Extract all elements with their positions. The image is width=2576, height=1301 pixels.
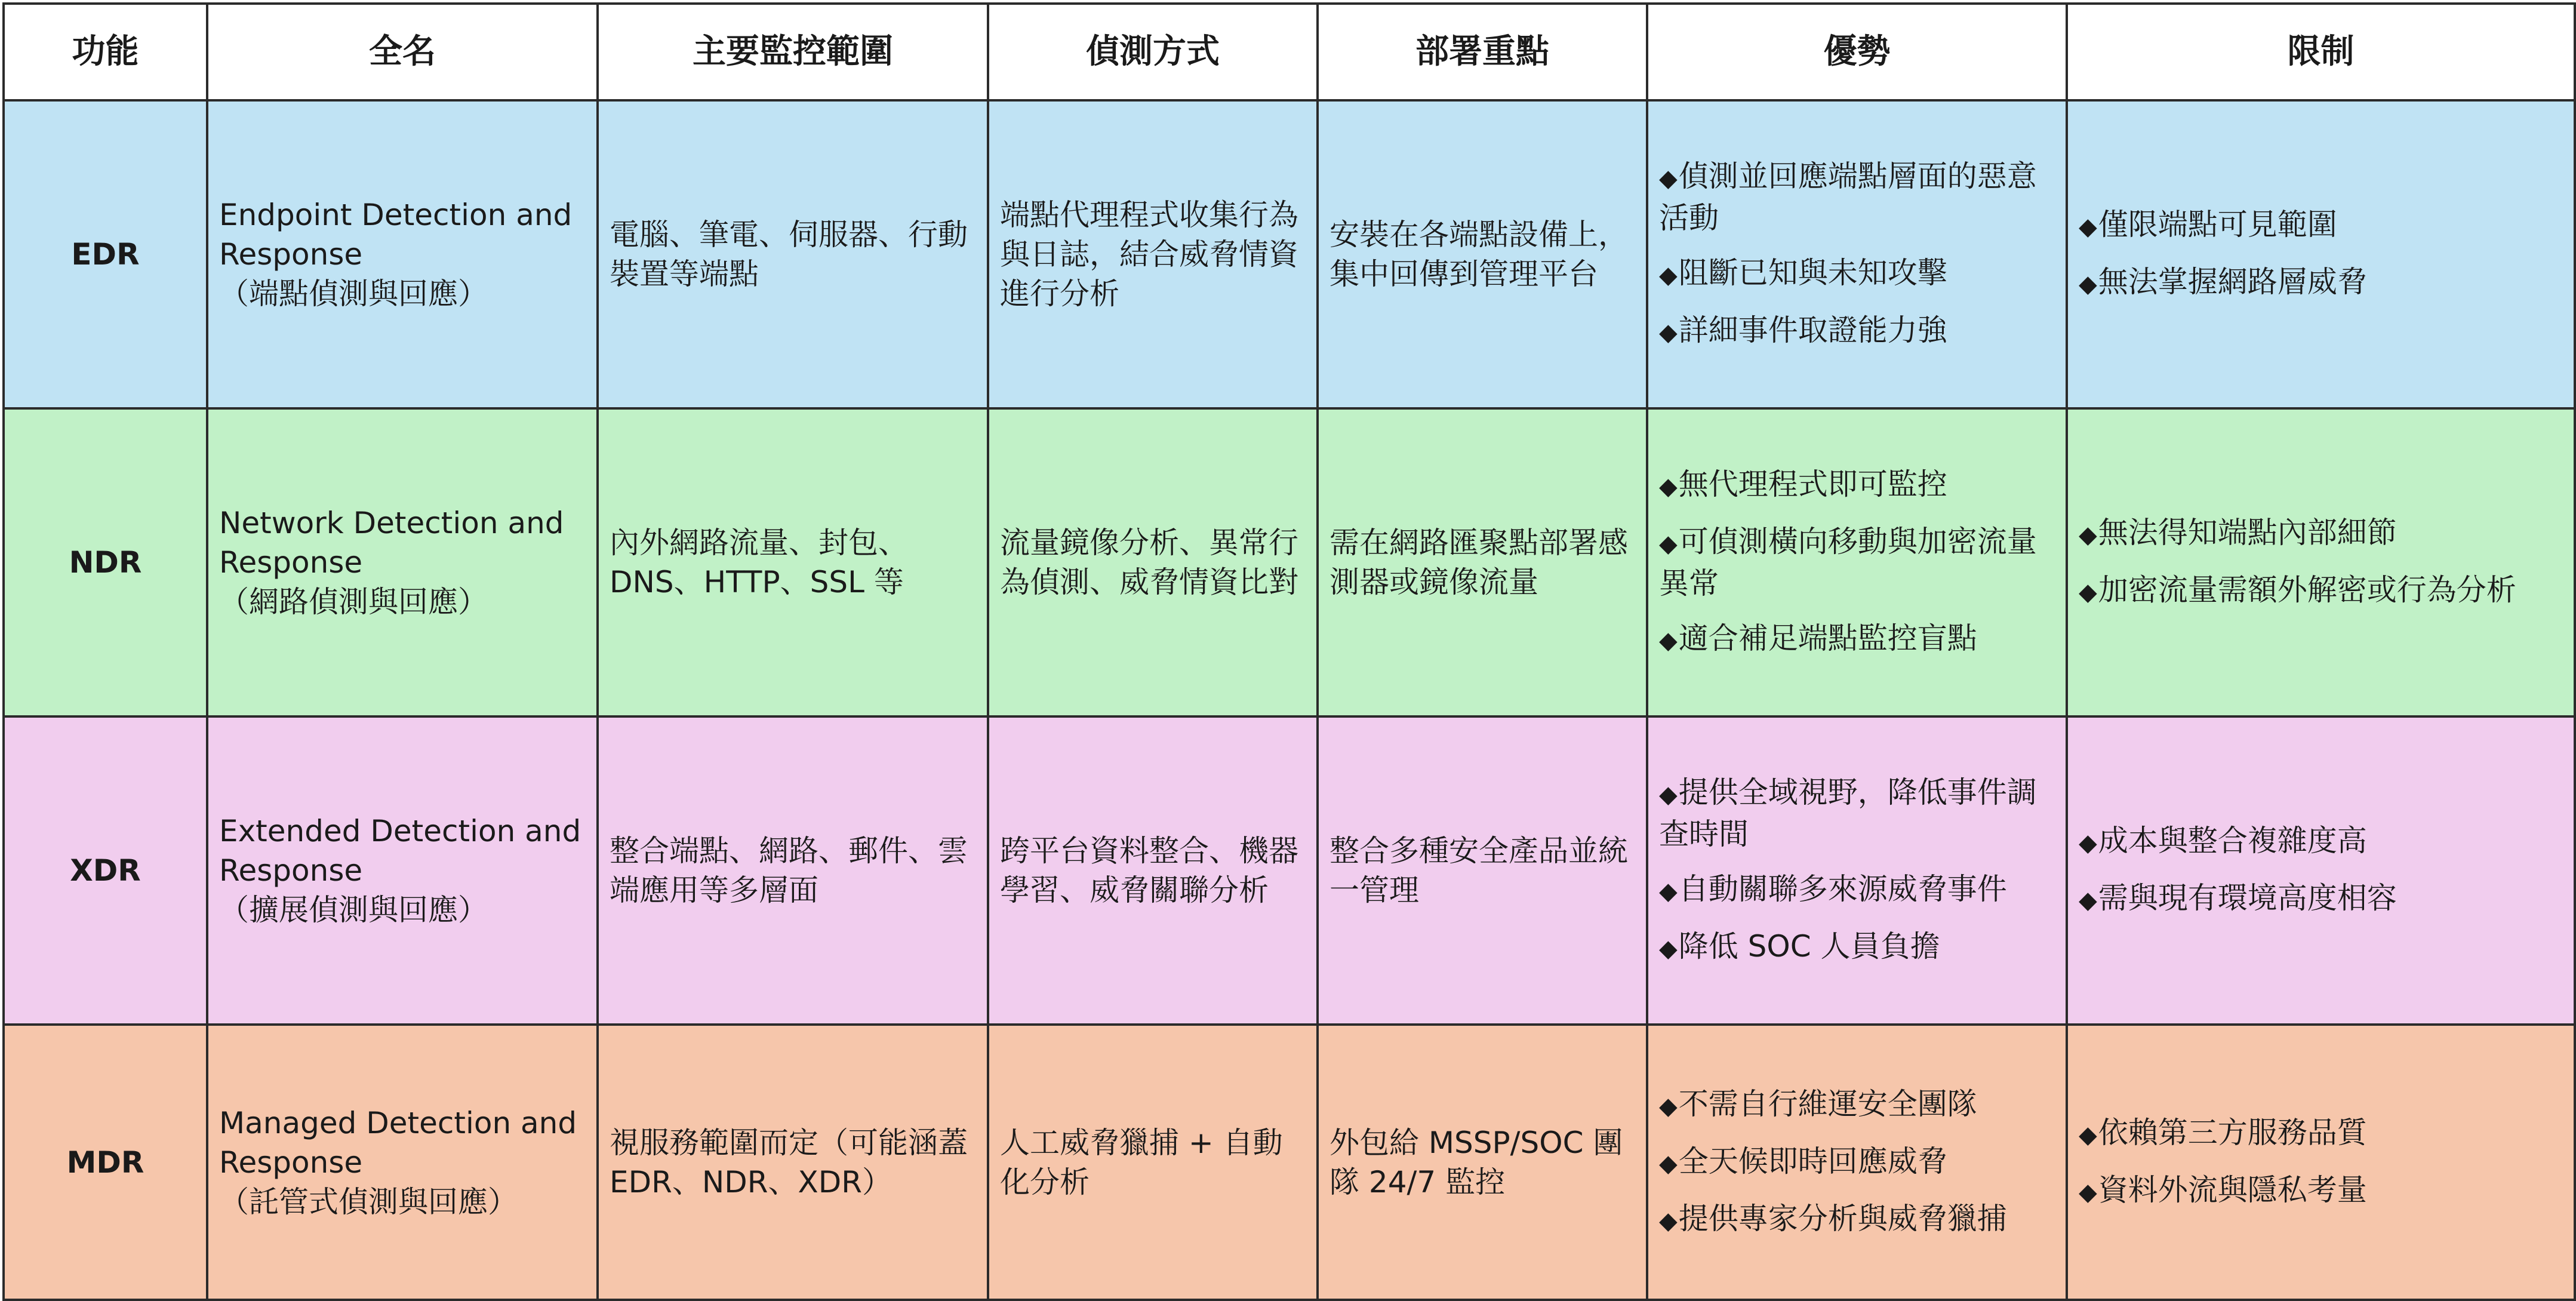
diamond-bullet-icon: ◆ [2079,887,2097,914]
table-row [4,100,2575,408]
diamond-bullet-icon: ◆ [1659,165,1678,192]
full-name-zh: （端點偵測與回應） [219,276,488,311]
diamond-bullet-icon: ◆ [1659,627,1678,654]
diamond-bullet-icon: ◆ [1659,1207,1678,1235]
header-function: 功能 [4,4,207,100]
list-item: ◆適合補足端點監控盲點 [1659,621,1977,656]
advantages-cell [1647,100,2067,408]
header-detection-method: 偵測方式 [988,4,1318,100]
advantages-cell [1647,408,2067,716]
full-name-en: Extended Detection and Response [219,814,581,888]
scope-cell: 整合端點、網路、郵件、雲端應用等多層面 [598,716,988,1025]
full-name-en: Managed Detection and Response [219,1105,577,1180]
deploy-cell: 整合多種安全產品並統一管理 [1318,716,1647,1025]
full-name-zh: （網路偵測與回應） [219,585,488,619]
scope-cell: 內外網路流量、封包、DNS、HTTP、SSL 等 [598,408,988,716]
full-name-zh: （託管式偵測與回應） [219,1184,518,1219]
list-item: ◆全天候即時回應威脅 [1659,1143,1947,1179]
list-item: ◆無法得知端點內部細節 [2079,515,2397,550]
method-cell: 跨平台資料整合、機器學習、威脅關聯分析 [988,716,1318,1025]
diamond-bullet-icon: ◆ [1659,1149,1678,1177]
diamond-bullet-icon: ◆ [2079,213,2097,241]
function-cell: MDR [4,1025,207,1300]
deploy-cell: 需在網路匯聚點部署感測器或鏡像流量 [1318,408,1647,716]
scope-cell: 電腦、筆電、伺服器、行動裝置等端點 [598,100,988,408]
diamond-bullet-icon: ◆ [1659,878,1678,905]
method-cell: 流量鏡像分析、異常行為偵測、威脅情資比對 [988,408,1318,716]
header-monitoring-scope: 主要監控範圍 [598,4,988,100]
table-row [4,716,2575,1025]
diamond-bullet-icon: ◆ [1659,1092,1678,1120]
comparison-table [2,2,2576,1301]
list-item: ◆無法掌握網路層威脅 [2079,264,2367,299]
list-item: ◆不需自行維運安全團隊 [1659,1086,1977,1121]
limits-cell [2067,100,2575,408]
list-item: ◆成本與整合複雜度高 [2079,823,2367,858]
full-name-en: Endpoint Detection and Response [219,198,573,272]
advantages-cell [1647,716,2067,1025]
diamond-bullet-icon: ◆ [2079,521,2097,549]
limits-cell [2067,1025,2575,1300]
scope-cell: 視服務範圍而定（可能涵蓋 EDR、NDR、XDR） [598,1025,988,1300]
method-cell: 端點代理程式收集行為與日誌，結合威脅情資進行分析 [988,100,1318,408]
diamond-bullet-icon: ◆ [1659,262,1678,289]
list-item: ◆降低 SOC 人員負擔 [1659,929,1940,964]
list-item: ◆偵測並回應端點層面的惡意活動 [1659,159,2037,235]
list-item: ◆資料外流與隱私考量 [2079,1172,2367,1207]
header-full-name: 全名 [207,4,598,100]
list-item: ◆需與現有環境高度相容 [2079,881,2397,915]
full-name-en: Network Detection and Response [219,506,564,580]
header-limitations: 限制 [2067,4,2575,100]
full-name-cell [207,408,598,716]
diamond-bullet-icon: ◆ [2079,270,2097,298]
full-name-cell [207,716,598,1025]
advantages-cell [1647,1025,2067,1300]
list-item: ◆無代理程式即可監控 [1659,467,1947,502]
full-name-zh: （擴展偵測與回應） [219,893,488,927]
list-item: ◆僅限端點可見範圍 [2079,207,2337,242]
full-name-cell [207,1025,598,1300]
function-cell: EDR [4,100,207,408]
list-item: ◆加密流量需額外解密或行為分析 [2079,573,2516,607]
function-cell: NDR [4,408,207,716]
limits-cell [2067,408,2575,716]
list-item: ◆可偵測橫向移動與加密流量異常 [1659,524,2037,601]
header-row [4,4,2575,100]
table-row [4,1025,2575,1300]
function-cell: XDR [4,716,207,1025]
diamond-bullet-icon: ◆ [1659,473,1678,500]
diamond-bullet-icon: ◆ [1659,319,1678,346]
list-item: ◆提供專家分析與威脅獵捕 [1659,1201,2007,1236]
deploy-cell: 安裝在各端點設備上，集中回傳到管理平台 [1318,100,1647,408]
header-advantages: 優勢 [1647,4,2067,100]
diamond-bullet-icon: ◆ [1659,530,1678,558]
list-item: ◆依賴第三方服務品質 [2079,1115,2367,1150]
diamond-bullet-icon: ◆ [2079,1121,2097,1149]
diamond-bullet-icon: ◆ [2079,579,2097,606]
diamond-bullet-icon: ◆ [1659,781,1678,808]
list-item: ◆提供全域視野，降低事件調查時間 [1659,775,2037,851]
diamond-bullet-icon: ◆ [1659,935,1678,962]
diamond-bullet-icon: ◆ [2079,829,2097,857]
header-deployment-focus: 部署重點 [1318,4,1647,100]
method-cell: 人工威脅獵捕 + 自動化分析 [988,1025,1318,1300]
deploy-cell: 外包給 MSSP/SOC 團隊 24/7 監控 [1318,1025,1647,1300]
list-item: ◆自動關聯多來源威脅事件 [1659,872,2007,906]
list-item: ◆詳細事件取證能力強 [1659,313,1947,347]
table-row [4,408,2575,716]
limits-cell [2067,716,2575,1025]
full-name-cell [207,100,598,408]
diamond-bullet-icon: ◆ [2079,1178,2097,1206]
list-item: ◆阻斷已知與未知攻擊 [1659,256,1947,290]
